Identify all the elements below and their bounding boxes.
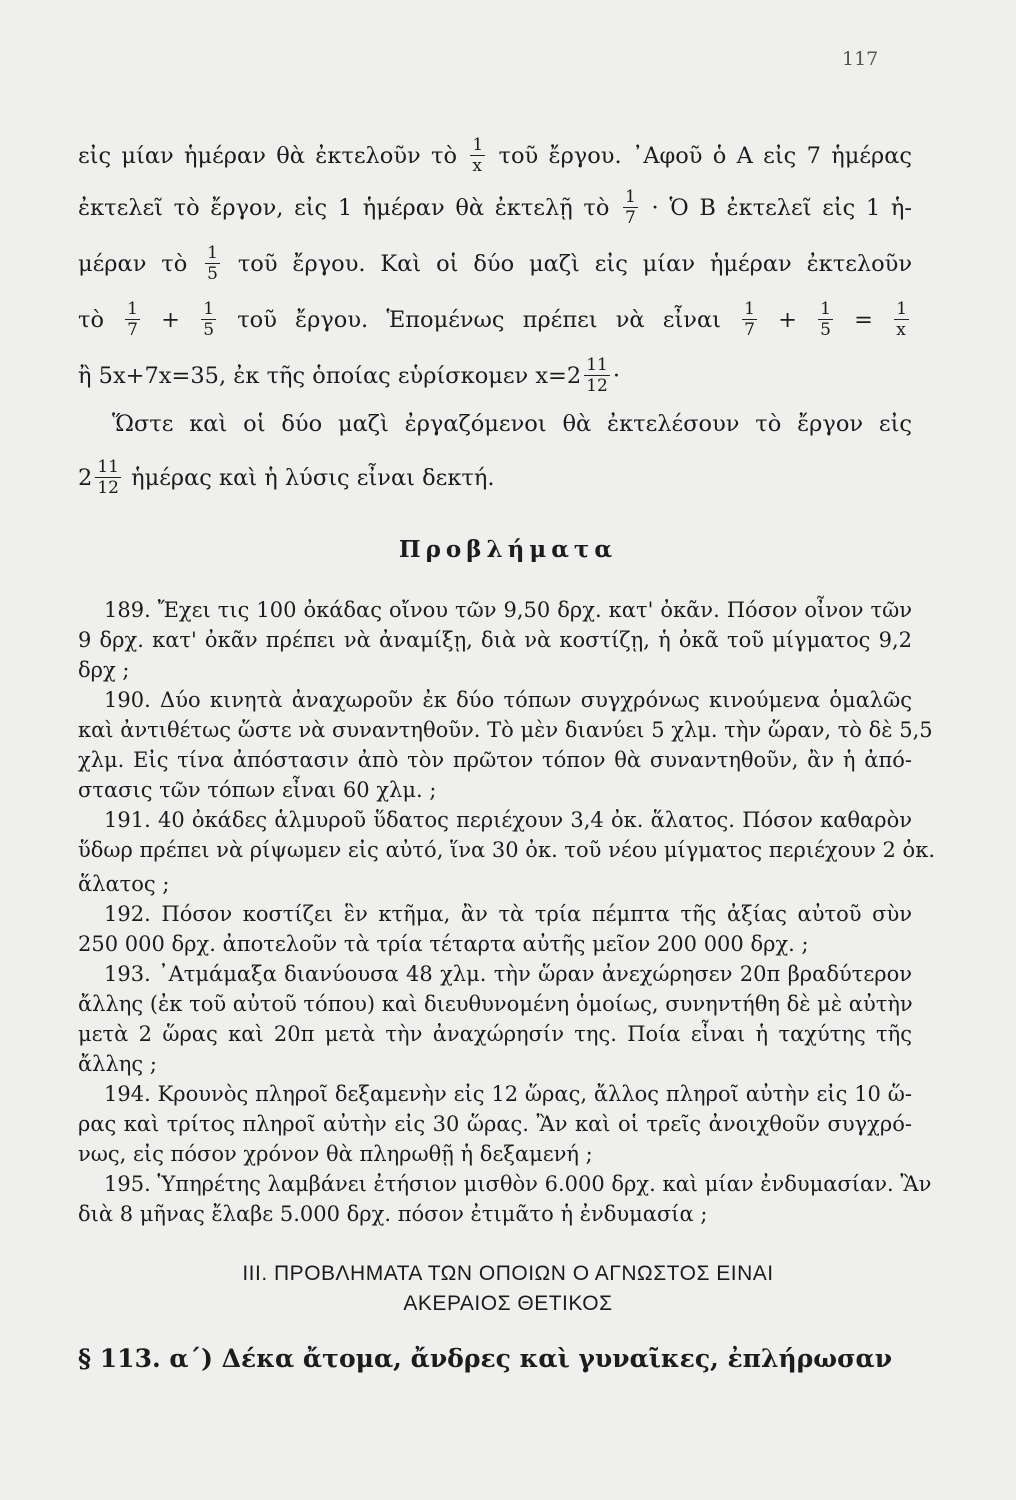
text-line-5 [78,355,912,396]
text-segment: · Ὁ Β ἐκτελεῖ εἰς 1 ἡ- [651,195,912,221]
problem-193-line-3: μετὰ 2 ὥρας καὶ 20π μετὰ τὴν ἀναχώρησίν της. Ποία εἶναι ἡ ταχύτης τῆς [78,1022,912,1046]
problem-191-line-2: ὕδωρ πρέπει νὰ ρίψωμεν εἰς αὐτό, ἵνα 30 ὀκ. τοῦ νέου μίγματος περιέχουν 2 ὀκ. [78,838,936,862]
fraction-numerator: 1 [744,299,755,319]
fraction [125,301,140,339]
text-segment: εἰς μίαν ἡμέραν θὰ ἐκτελοῦν τὸ [78,143,458,169]
fraction-denominator: 12 [97,478,119,498]
problem-190-line-2: καὶ ἀντιθέτως ὥστε νὰ συναντηθοῦν. Τὸ μὲν διανύει 5 χλμ. τὴν ὥραν, τὸ δὲ 5,5 [78,718,933,742]
section-title-line-2: ΑΚΕΡΑΙΟΣ ΘΕΤΙΚΟΣ [403,1292,613,1315]
fraction [205,245,220,283]
fraction-numerator: 1 [207,243,218,263]
equals-sign: = [854,307,874,333]
text-line-2 [78,187,912,228]
problem-189-line-3: δρχ ; [78,658,130,682]
fraction-numerator: 11 [97,457,119,477]
problem-195-line-2: διὰ 8 μῆνας ἔλαβε 5.000 δρχ. πόσον ἐτιμᾶτο ἡ ἐνδυμασία ; [78,1202,708,1226]
fraction-numerator: 1 [896,299,908,319]
text-segment: τοῦ ἔργου. Καὶ οἱ δύο μαζὶ εἰς μίαν ἡμέραν ἐκτελοῦν [237,251,913,277]
text-line-6 [112,413,912,436]
text-segment: · [612,363,621,389]
text-segment: τοῦ ἔργου. Ἑπομένως πρέπει νὰ εἶναι [237,307,721,333]
problem-189-line-1: 189. Ἔχει τις 100 ὀκάδας οἴνου τῶν 9,50 δρχ. κατ' ὀκᾶν. Πόσον οἶνον τῶν [104,598,912,622]
text-line-7 [78,457,912,498]
fraction [623,189,638,227]
fraction-denominator: 7 [744,320,755,340]
fraction-numerator: 1 [625,187,636,207]
text-segment: τοῦ ἔργου. ᾿Αφοῦ ὁ Α εἰς 7 ἡμέρας [498,143,913,169]
problem-189-line-2: 9 δρχ. κατ' ὀκᾶν πρέπει νὰ ἀναμίξῃ, διὰ νὰ κοστίζῃ, ἡ ὀκᾶ τοῦ μίγματος 9,2 [78,628,912,652]
fraction-numerator: 1 [820,299,831,319]
text-segment: τὸ [78,307,104,333]
fraction-denominator: x [896,320,906,340]
plus-sign: + [778,307,797,333]
fraction-denominator: 7 [625,208,636,228]
problem-192-line-1: 192. Πόσον κοστίζει ἓν κτῆμα, ἂν τὰ τρία πέμπτα τῆς ἀξίας αὐτοῦ σὺν [104,902,912,926]
text-segment: ἡμέρας καὶ ἡ λύσις εἶναι δεκτή. [131,465,495,491]
section-title-line-1: ΙΙΙ. ΠΡΟΒΛΗΜΑΤΑ ΤΩΝ ΟΠΟΙΩΝ Ο ΑΓΝΩΣΤΟΣ ΕΙΝΑΙ [242,1262,774,1285]
problem-194-line-2: ρας καὶ τρίτος πληροῖ αὐτὴν εἰς 30 ὥρας. Ἂν καὶ οἱ τρεῖς ἀνοιχθοῦν συγχρό- [78,1112,912,1136]
problem-193-line-1: 193. ᾿Ατμάμαξα διανύουσα 48 χλμ. τὴν ὥραν ἀνεχώρησεν 20π βραδύτερον [104,962,912,986]
text-segment: Ὥστε καὶ οἱ δύο μαζὶ ἐργαζόμενοι θὰ ἐκτελέσουν τὸ ἔργον εἰς [112,411,912,437]
plus-sign: + [161,307,181,333]
fraction-numerator: 1 [127,299,138,319]
problem-194-line-1: 194. Κρουνὸς πληροῖ δεξαμενὴν εἰς 12 ὥρας, ἄλλος πληροῖ αὐτὴν εἰς 10 ὥ- [104,1082,912,1106]
problem-191-line-1: 191. 40 ὀκάδες ἁλμυροῦ ὕδατος περιέχουν 3,4 ὀκ. ἅλατος. Πόσον καθαρὸν [104,808,912,832]
text-line-3 [78,243,913,284]
problem-190-line-3: χλμ. Εἰς τίνα ἀπόστασιν ἀπὸ τὸν πρῶτον τόπον θὰ συναντηθοῦν, ἂν ἡ ἀπό- [78,748,912,772]
fraction [584,357,610,395]
fraction [894,301,909,339]
fraction-numerator: 11 [586,355,608,375]
problems-heading: Προβλήματα [398,536,618,563]
problem-193-line-4: ἄλλης ; [78,1052,157,1076]
text-segment: μέραν τὸ [78,251,188,277]
problem-195-line-1: 195. Ὑπηρέτης λαμβάνει ἐτήσιον μισθὸν 6.000 δρχ. καὶ μίαν ἐνδυμασίαν. Ἂν [104,1172,932,1196]
fraction [95,459,121,497]
problem-191-line-3: ἅλατος ; [78,872,170,896]
paragraph-113-heading: § 113. α΄) Δέκα ἄτομα, ἄνδρες καὶ γυναῖκες, ἐπλήρωσαν [78,1344,893,1373]
text-segment: ἐκτελεῖ τὸ ἔργον, εἰς 1 ἡμέραν θὰ ἐκτελῇ τὸ [78,195,610,221]
text-segment: ἢ 5x+7x=35, ἐκ τῆς ὁποίας εὑρίσκομεν x=2 [78,363,582,389]
text-line-4 [78,299,912,340]
problem-194-line-3: νως, εἰς πόσον χρόνον θὰ πληρωθῇ ἡ δεξαμενή ; [78,1142,593,1166]
fraction-denominator: 12 [586,376,608,396]
text-line-1 [78,135,913,176]
fraction [818,301,833,339]
fraction-denominator: 5 [207,264,218,284]
text-segment: 2 [78,465,93,491]
fraction-denominator: x [472,156,482,176]
fraction-denominator: 5 [820,320,831,340]
page-number: 117 [842,48,879,70]
problem-193-line-2: ἄλλης (ἐκ τοῦ αὐτοῦ τόπου) καὶ διευθυνομένη ὁμοίως, συνηντήθη δὲ μὲ αὐτὴν [78,992,913,1016]
fraction-numerator: 1 [472,135,484,155]
problem-190-line-4: στασις τῶν τόπων εἶναι 60 χλμ. ; [78,778,437,802]
fraction [470,137,485,175]
fraction-numerator: 1 [203,299,215,319]
problem-192-line-2: 250 000 δρχ. ἀποτελοῦν τὰ τρία τέταρτα αὐτῆς μεῖον 200 000 δρχ. ; [78,932,809,956]
problem-190-line-1: 190. Δύο κινητὰ ἀναχωροῦν ἐκ δύο τόπων συγχρόνως κινούμενα ὁμαλῶς [104,688,912,712]
fraction-denominator: 5 [203,320,215,340]
fraction-denominator: 7 [127,320,138,340]
fraction [201,301,216,339]
fraction [742,301,757,339]
